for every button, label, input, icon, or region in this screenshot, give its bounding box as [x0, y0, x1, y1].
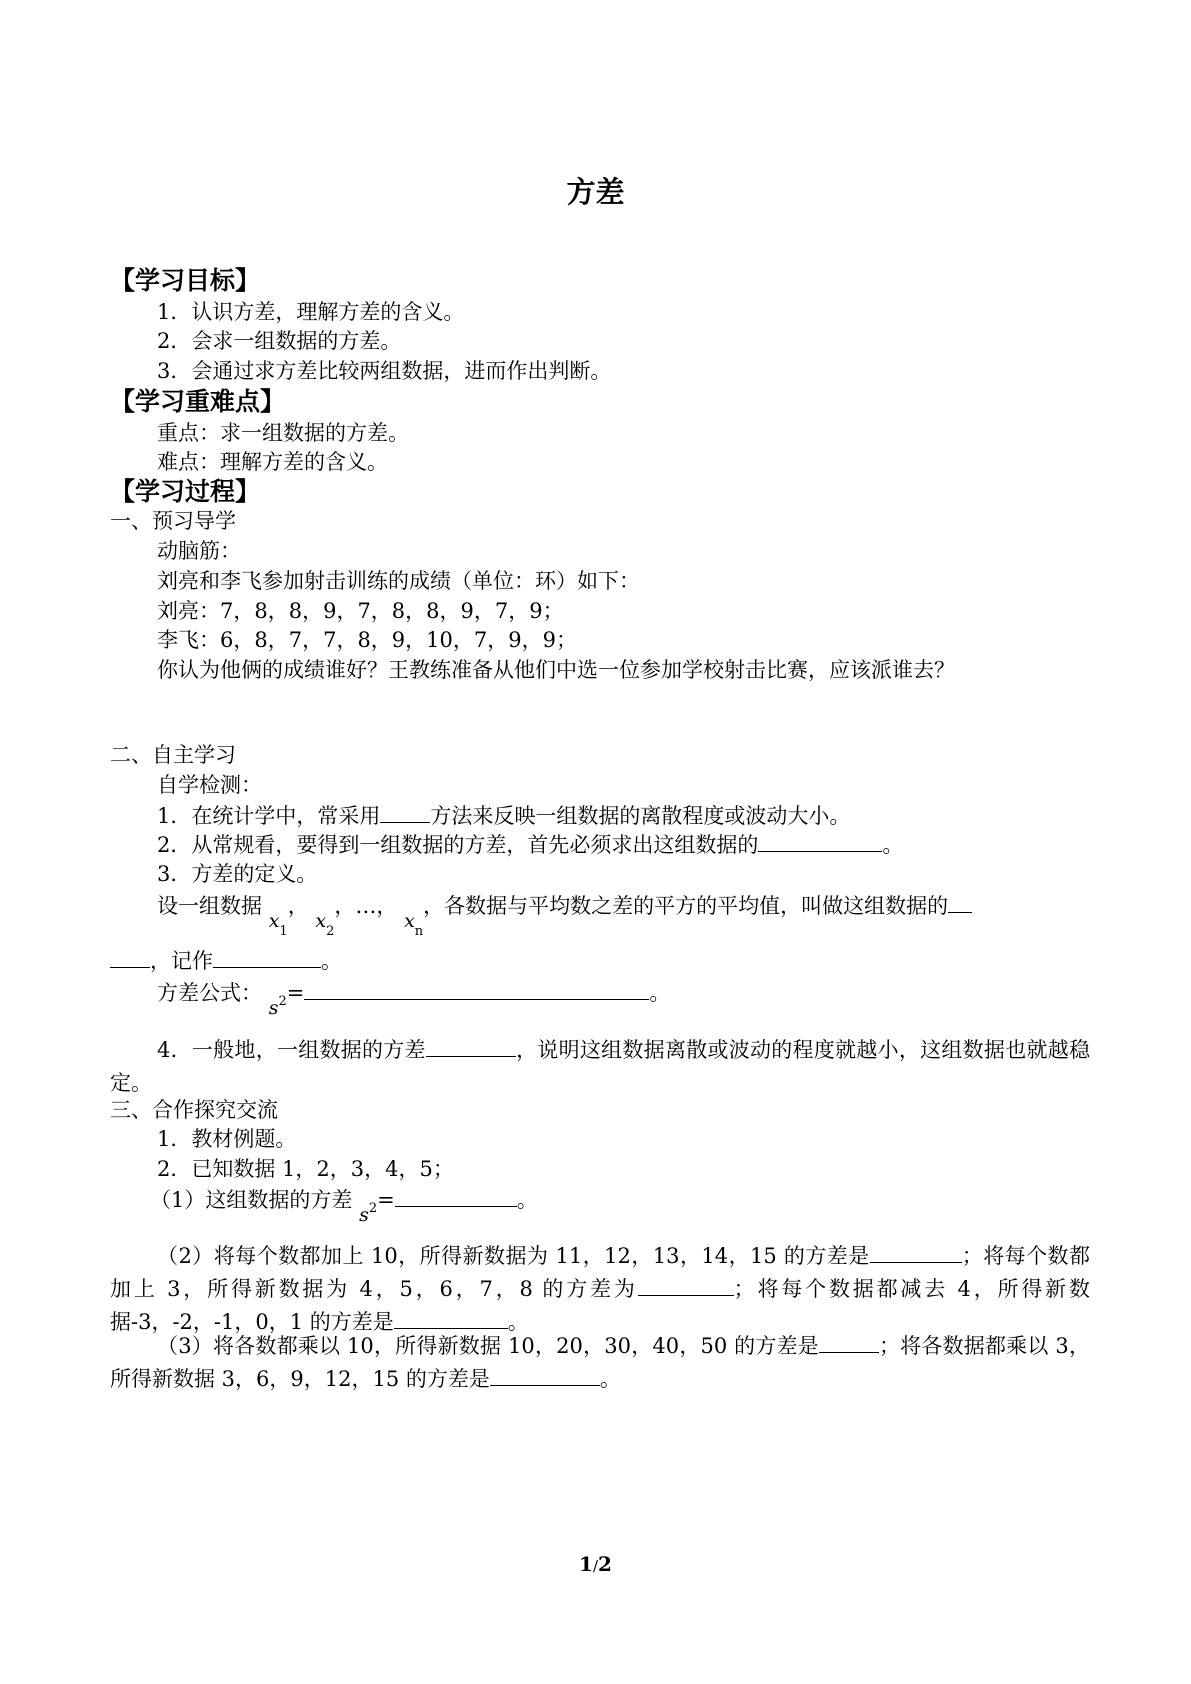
- section-1-title: 一、预习导学: [110, 509, 236, 533]
- section-1-subtitle: 动脑筋：: [157, 539, 241, 563]
- formula-label: 方差公式：: [157, 981, 262, 1005]
- part-2-text-b: ；将每个数都加上 3，所得新数据为 4，5，6，7，8 的方差为: [110, 1244, 1091, 1301]
- variance-definition: 设一组数据 $x_1$， $x_2$，…， $x_n$，各数据与平均数之差的平方的平均值，叫做这组数据的: [157, 890, 1091, 925]
- goals-heading: 【学习目标】: [110, 266, 261, 295]
- variable-x1: $x_1$: [268, 910, 288, 939]
- answer-blank[interactable]: [380, 800, 430, 823]
- question-4-text-a: 4．一般地，一组数据的方差: [157, 1038, 426, 1062]
- part-2-text-c: ；将每个数据都减去 4，所得新数据-3，-2，-1，0，1 的方差是: [110, 1277, 1090, 1334]
- part-1-text-b: 。: [516, 1188, 538, 1212]
- part-3-text-b: ；将各数据都乘以 3，所得新数据 3，6，9，12，15 的方差是: [110, 1334, 1090, 1391]
- goal-item-1: 1．认识方差，理解方差的含义。: [157, 300, 465, 324]
- li-scores: 李飞：6，8，7，7，8，9，10，7，9，9；: [157, 628, 577, 652]
- question-2-text-b: 。: [882, 833, 904, 857]
- process-heading: 【学习过程】: [110, 477, 261, 506]
- part-2-text-d: 。: [507, 1310, 529, 1334]
- answer-blank[interactable]: [426, 1034, 516, 1057]
- page-number: 1/2: [579, 1552, 612, 1576]
- answer-blank[interactable]: [394, 1306, 508, 1329]
- part-2: [110, 1240, 1090, 1339]
- answer-blank[interactable]: [490, 1363, 600, 1386]
- answer-blank[interactable]: [819, 1330, 879, 1353]
- question-1-text-b: 方法来反映一组数据的离散程度或波动大小。: [430, 804, 851, 828]
- section-2-title: 二、自主学习: [110, 743, 236, 767]
- answer-blank[interactable]: [110, 945, 150, 968]
- variable-xn: $x_n$: [404, 910, 424, 939]
- answer-blank[interactable]: [213, 945, 321, 968]
- variable-x2: $x_2$: [315, 910, 335, 939]
- part-1: （1）这组数据的方差 $s^2=$ 。: [150, 1184, 1091, 1219]
- section-3-item-1: 1．教材例题。: [157, 1127, 297, 1151]
- question-2-text-a: 2．从常规看，要得到一组数据的方差，首先必须求出这组数据的: [157, 833, 759, 857]
- variance-formula: 方差公式： $s^2=$ 。: [157, 977, 1091, 1012]
- answer-blank[interactable]: [948, 890, 972, 913]
- section-1-question: 你认为他俩的成绩谁好？王教练准备从他们中选一位参加学校射击比赛，应该派谁去？: [157, 658, 955, 682]
- question-1: [157, 800, 1091, 831]
- goal-item-3: 3．会通过求方差比较两组数据，进而作出判断。: [157, 359, 612, 383]
- answer-blank[interactable]: [304, 977, 649, 1000]
- section-3-item-2: 2．已知数据 1，2，3，4，5；: [157, 1157, 454, 1181]
- answer-blank[interactable]: [638, 1273, 734, 1296]
- part-3: [110, 1330, 1090, 1396]
- part-2-text-a: （2）将每个数都加上 10，所得新数据为 11，12，13，14，15 的方差是: [157, 1244, 870, 1268]
- definition-text-a: 设一组数据: [157, 894, 262, 918]
- question-2: [157, 829, 1091, 860]
- question-4: [110, 1034, 1090, 1100]
- definition-text-c: ，记作: [150, 949, 213, 973]
- variance-definition-cont: [110, 945, 1091, 976]
- answer-blank[interactable]: [758, 829, 882, 852]
- part-1-text-a: （1）这组数据的方差: [150, 1188, 353, 1212]
- answer-blank[interactable]: [870, 1240, 962, 1263]
- difficulty-point: 难点：理解方差的含义。: [157, 450, 388, 474]
- part-3-text-c: 。: [599, 1367, 621, 1391]
- section-2-subtitle: 自学检测：: [157, 773, 262, 797]
- page-title: 方差: [566, 175, 625, 209]
- keypoints-heading: 【学习重难点】: [110, 387, 286, 416]
- section-3-title: 三、合作探究交流: [110, 1098, 278, 1122]
- question-1-text-a: 1．在统计学中，常采用: [157, 804, 381, 828]
- question-3: 3．方差的定义。: [157, 862, 318, 886]
- variable-s-squared: $s^2$: [268, 994, 287, 1019]
- answer-blank[interactable]: [395, 1184, 517, 1207]
- variable-s-squared: $s^2$: [359, 1201, 378, 1226]
- key-point: 重点：求一组数据的方差。: [157, 421, 409, 445]
- section-1-intro: 刘亮和李飞参加射击训练的成绩（单位：环）如下：: [157, 569, 640, 593]
- definition-text-b: ，各数据与平均数之差的平方的平均值，叫做这组数据的: [423, 894, 949, 918]
- goal-item-2: 2．会求一组数据的方差。: [157, 329, 402, 353]
- part-3-text-a: （3）将各数都乘以 10，所得新数据 10，20，30，40，50 的方差是: [157, 1334, 819, 1358]
- liu-scores: 刘亮：7，8，8，9，7，8，8，9，7，9；: [157, 599, 564, 623]
- question-4-text-b: ，说明这组数据离散或波动的程度就越小，这组数据也就越稳定。: [110, 1038, 1090, 1095]
- definition-text-d: 。: [321, 949, 342, 973]
